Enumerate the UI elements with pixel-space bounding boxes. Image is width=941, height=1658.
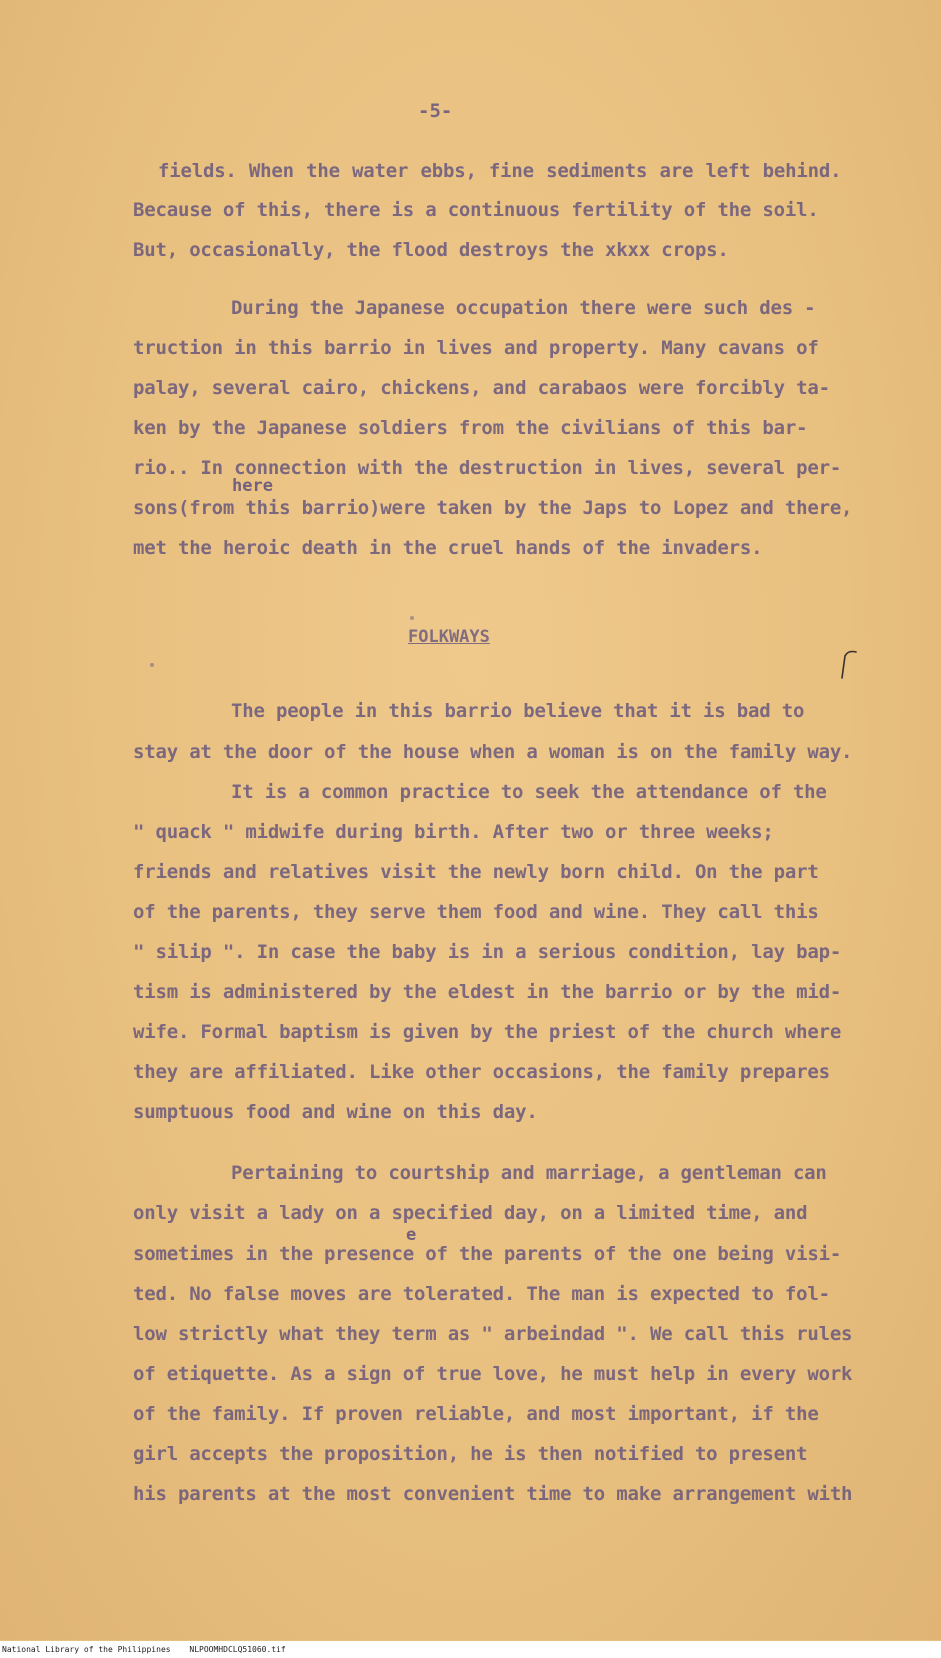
text-line: of the parents, they serve them food and wine. They call this <box>133 901 819 923</box>
section-heading: FOLKWAYS <box>408 627 490 647</box>
text-line: It is a common practice to seek the attendance of the <box>231 781 827 803</box>
page-number: -5- <box>418 100 453 122</box>
interlinear-insertion: here <box>232 476 273 496</box>
pencil-mark-icon <box>836 648 860 680</box>
text-line: sons(from this barrio)were taken by the Japs to Lopez and there, <box>133 497 853 519</box>
text-line: Pertaining to courtship and marriage, a gentleman can <box>231 1162 827 1184</box>
text-line: wife. Formal baptism is given by the priest of the church where <box>133 1021 842 1043</box>
ink-speck <box>150 663 154 667</box>
text-line: " quack " midwife during birth. After two or three weeks; <box>133 821 774 843</box>
scan-footer <box>0 1641 941 1658</box>
text-line: they are affiliated. Like other occasions, the family prepares <box>133 1061 830 1083</box>
text-line: his parents at the most convenient time to make arrangement with <box>133 1483 853 1505</box>
text-line: truction in this barrio in lives and property. Many cavans of <box>133 337 819 359</box>
text-line: ken by the Japanese soldiers from the civilians of this bar- <box>133 417 808 439</box>
text-line: sumptuous food and wine on this day. <box>133 1101 538 1123</box>
library-credit: National Library of the Philippines <box>2 1645 171 1654</box>
text-line: girl accepts the proposition, he is then notified to present <box>133 1443 808 1465</box>
text-line: only visit a lady on a specified day, on a limited time, and <box>133 1202 808 1224</box>
scan-filename: NLPOOMHDCLQ51060.tif <box>189 1645 286 1654</box>
text-line: rio.. In connection with the destruction in lives, several per- <box>133 457 842 479</box>
text-line: Because of this, there is a continuous fertility of the soil. <box>133 199 819 221</box>
ink-speck <box>410 616 414 620</box>
text-line: The people in this barrio believe that it is bad to <box>231 700 805 722</box>
text-line: tism is administered by the eldest in the barrio or by the mid- <box>133 981 842 1003</box>
text-line: During the Japanese occupation there were such des - <box>231 297 816 319</box>
interlinear-insertion: e <box>406 1225 417 1245</box>
text-line: ted. No false moves are tolerated. The man is expected to fol- <box>133 1283 830 1305</box>
text-line: sometimes in the presence of the parents of the one being visi- <box>133 1243 842 1265</box>
text-line: palay, several cairo, chickens, and carabaos were forcibly ta- <box>133 377 830 399</box>
text-line: stay at the door of the house when a woman is on the family way. <box>133 741 853 763</box>
text-line: met the heroic death in the cruel hands of the invaders. <box>133 537 763 559</box>
text-line: " silip ". In case the baby is in a serious condition, lay bap- <box>133 941 842 963</box>
text-line: friends and relatives visit the newly born child. On the part <box>133 861 819 883</box>
text-line: of the family. If proven reliable, and most important, if the <box>133 1403 819 1425</box>
text-line: low strictly what they term as " arbeindad ". We call this rules <box>133 1323 853 1345</box>
text-line: of etiquette. As a sign of true love, he must help in every work <box>133 1363 853 1385</box>
text-line: But, occasionally, the flood destroys the xkxx crops. <box>133 239 729 261</box>
text-line: fields. When the water ebbs, fine sediments are left behind. <box>158 160 842 182</box>
